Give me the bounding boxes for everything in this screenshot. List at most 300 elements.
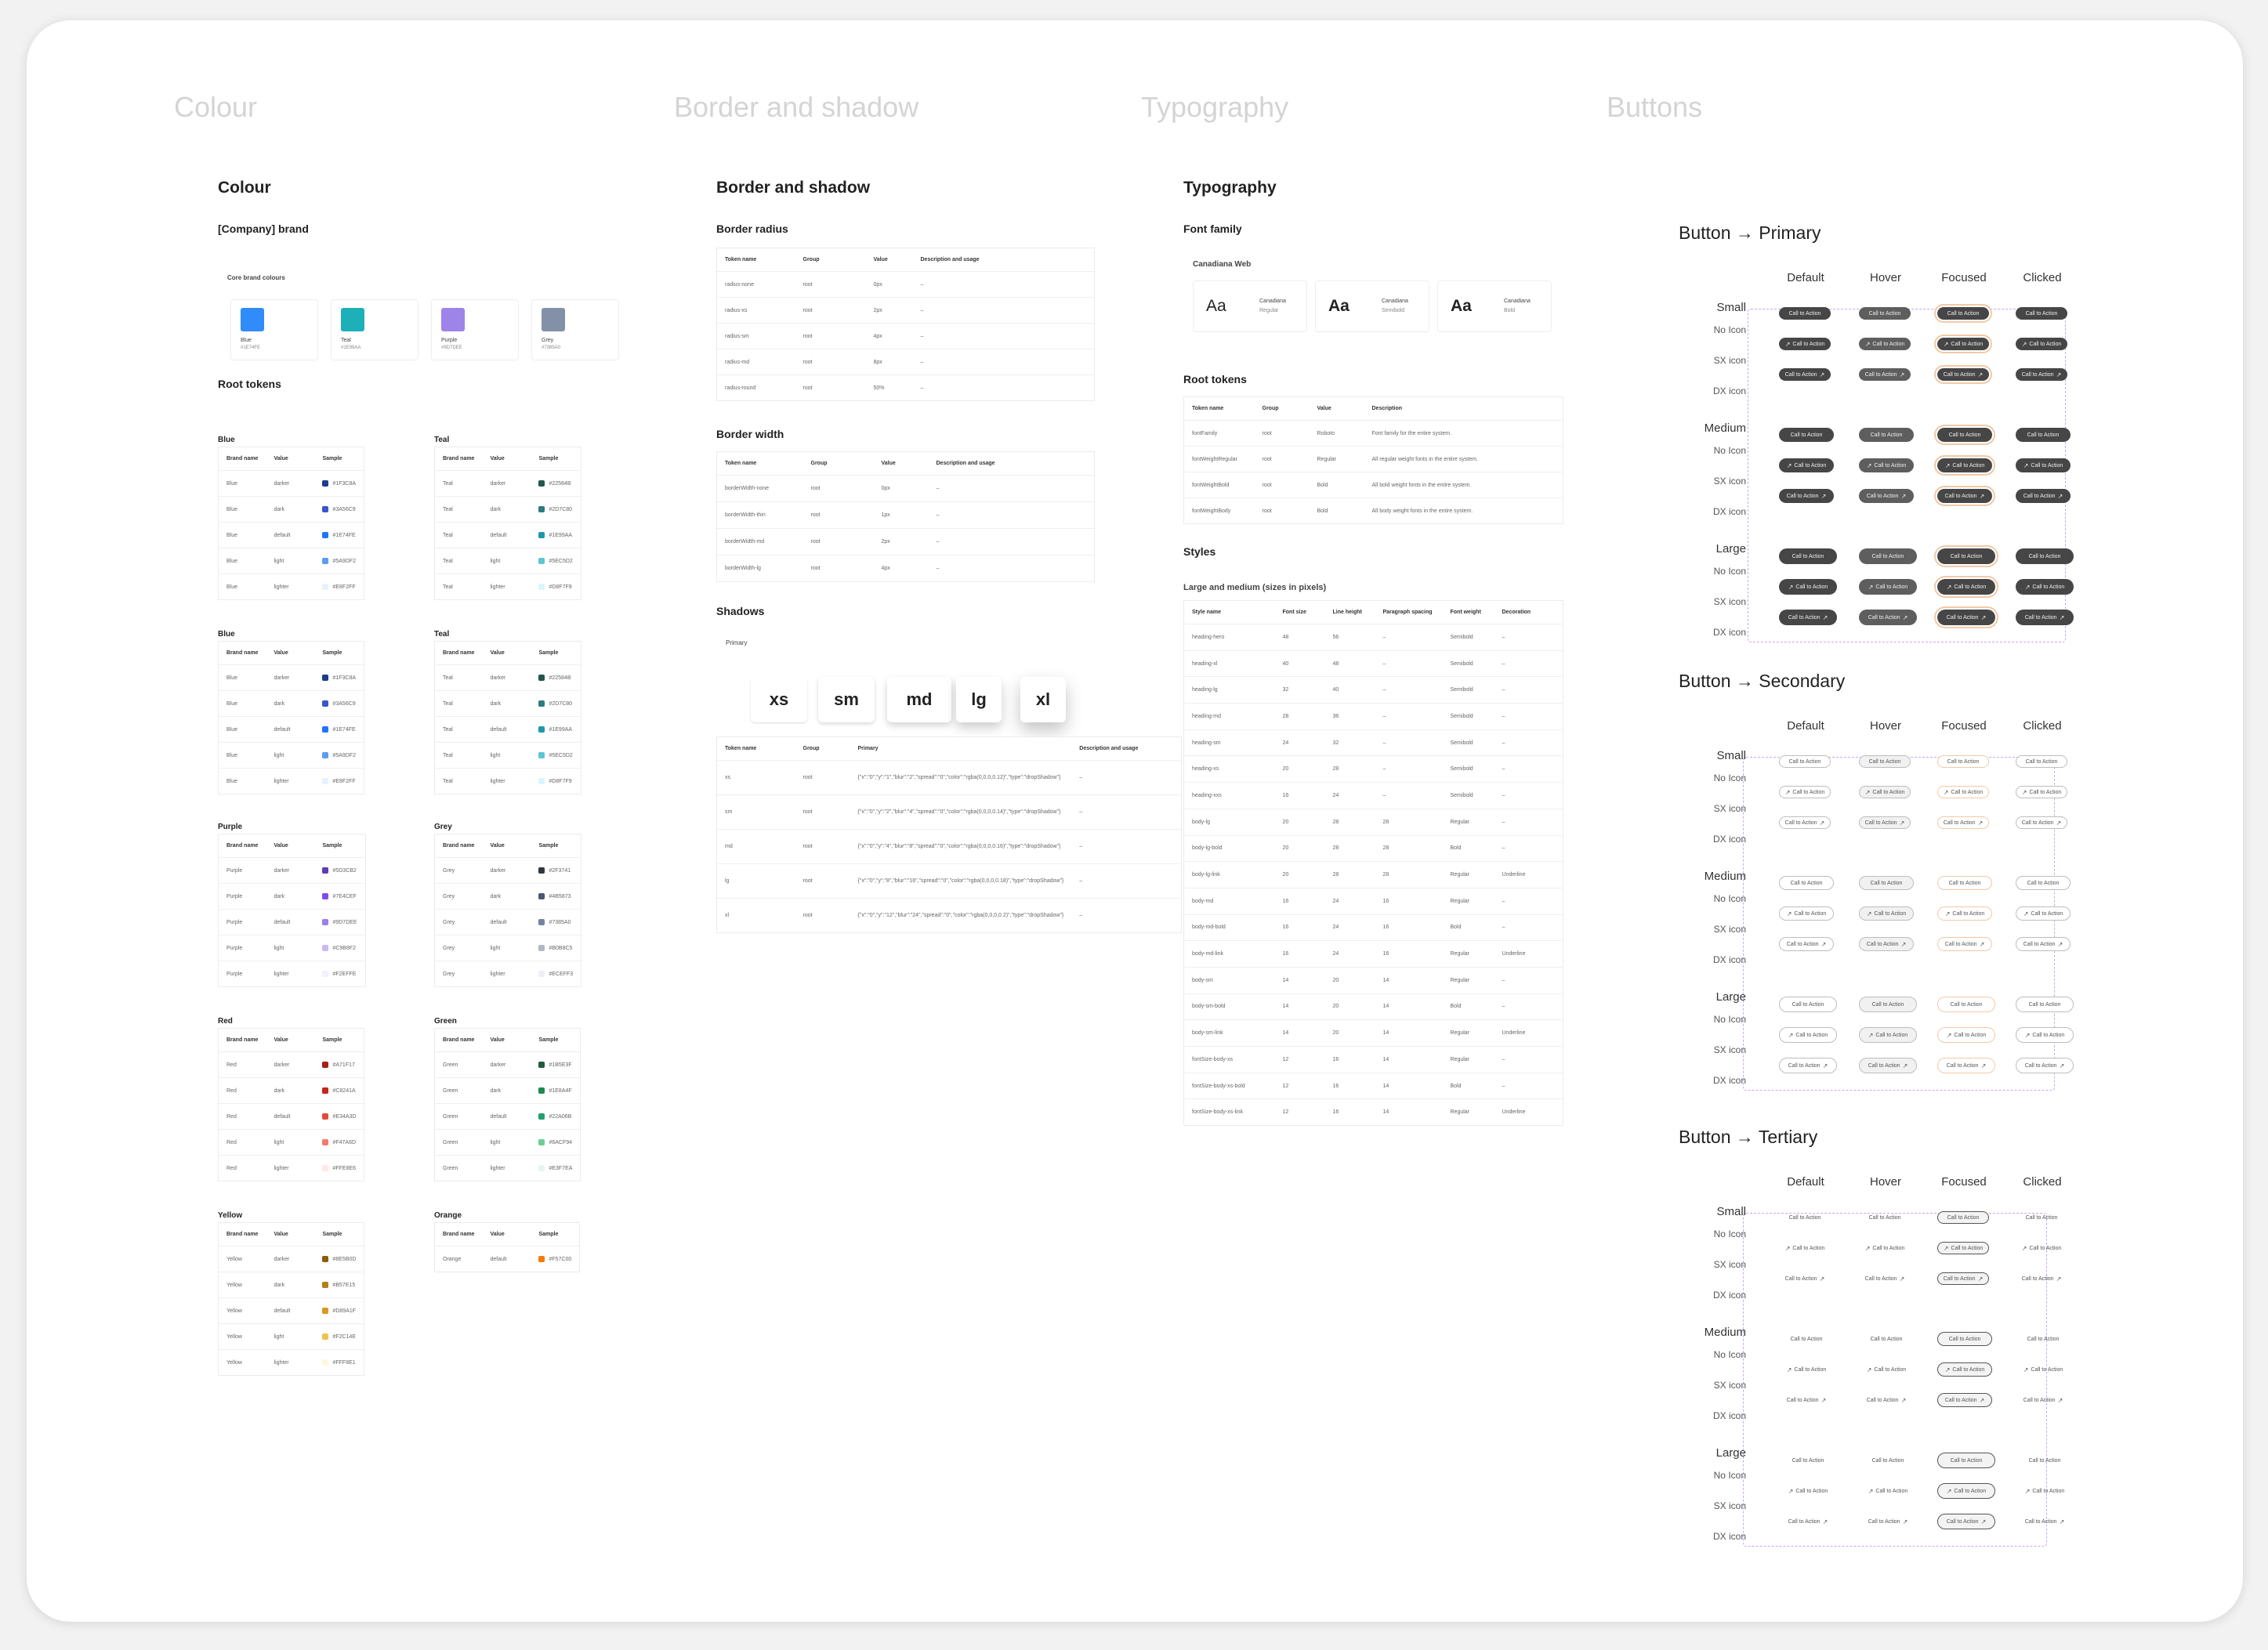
- state-column-header: Focused: [1941, 271, 1987, 284]
- button-label: Call to Action: [1866, 493, 1899, 499]
- call-to-action-button[interactable]: [1937, 1362, 1992, 1377]
- call-to-action-button[interactable]: [1859, 489, 1914, 503]
- call-to-action-button[interactable]: [1937, 937, 1992, 951]
- table-cell: Bold: [1443, 1073, 1494, 1099]
- table-cell: Teal: [435, 743, 483, 769]
- table-cell: Blue: [219, 548, 266, 574]
- button-label: Call to Action: [1788, 1214, 1821, 1221]
- table-cell: default: [266, 1298, 314, 1324]
- sample-cell: [314, 858, 365, 884]
- call-to-action-button[interactable]: [1859, 937, 1914, 951]
- call-to-action-button[interactable]: [1859, 816, 1911, 829]
- table-row: [435, 743, 581, 769]
- table-cell: All regular weight fonts in the entire system.: [1364, 447, 1563, 472]
- call-to-action-button[interactable]: [1779, 1483, 1837, 1499]
- table-cell: –: [929, 502, 1095, 529]
- call-to-action-button[interactable]: [1937, 428, 1992, 442]
- call-to-action-button[interactable]: [1779, 1362, 1834, 1377]
- table-cell: root: [795, 324, 866, 349]
- button-size-label: Small: [1716, 301, 1746, 314]
- table-cell: –: [1071, 899, 1181, 933]
- hex-value: #1B5E3F: [549, 1062, 572, 1068]
- sample-cell: [531, 1104, 580, 1130]
- call-to-action-button[interactable]: [1859, 755, 1911, 768]
- call-to-action-button[interactable]: [1779, 997, 1837, 1012]
- button-label: Call to Action: [1874, 910, 1907, 917]
- table-cell: –: [913, 324, 1095, 349]
- state-column-header: Focused: [1941, 719, 1987, 733]
- color-swatch: [538, 558, 545, 564]
- column-header: Value: [490, 456, 505, 461]
- call-to-action-button[interactable]: [1859, 786, 1911, 798]
- column-header: Description and usage: [1079, 746, 1139, 751]
- call-to-action-button[interactable]: [1779, 489, 1834, 503]
- button-label: Call to Action: [2029, 1245, 2062, 1251]
- color-swatch: [538, 778, 545, 784]
- table-row: [435, 1156, 581, 1181]
- call-to-action-button[interactable]: [1859, 1453, 1917, 1468]
- call-to-action-button[interactable]: [1779, 1242, 1831, 1254]
- table-cell: default: [266, 717, 314, 743]
- call-to-action-button[interactable]: [1937, 906, 1992, 921]
- call-to-action-button[interactable]: [1779, 786, 1831, 798]
- call-to-action-button[interactable]: [1859, 876, 1914, 890]
- call-to-action-button[interactable]: [1779, 368, 1831, 381]
- call-to-action-button[interactable]: [1779, 1393, 1834, 1407]
- call-to-action-button[interactable]: [1859, 579, 1917, 595]
- button-label: Call to Action: [1786, 493, 1819, 499]
- column-header: Sample: [538, 1232, 559, 1237]
- call-to-action-button[interactable]: [1859, 368, 1911, 381]
- sample-cell: [314, 665, 364, 691]
- call-to-action-button[interactable]: [1779, 338, 1831, 350]
- table-cell: Semibold: [1443, 624, 1494, 651]
- button-label: Call to Action: [1943, 371, 1976, 378]
- call-to-action-button[interactable]: [1859, 1483, 1917, 1499]
- table-cell: 12: [1275, 1047, 1325, 1073]
- font-face-weight: Bold: [1504, 308, 1516, 313]
- color-swatch: [538, 584, 545, 590]
- sample-cell: [531, 743, 581, 769]
- table-cell: Bold: [1443, 914, 1494, 941]
- button-label: Call to Action: [1870, 1336, 1903, 1342]
- button-size-label: Small: [1716, 1205, 1746, 1218]
- table-cell: Red: [219, 1130, 266, 1156]
- table-cell: Regular: [1443, 967, 1494, 993]
- call-to-action-button[interactable]: [1937, 1514, 1995, 1529]
- table-cell: body-md-link: [1184, 941, 1275, 968]
- arrow-icon: ↗: [1822, 613, 1828, 621]
- call-to-action-button[interactable]: [1937, 579, 1995, 595]
- table-row: [219, 497, 364, 523]
- hex-value: #D8F7F9: [549, 778, 572, 784]
- table-cell: default: [482, 717, 531, 743]
- shadow-table: [716, 736, 1182, 933]
- call-to-action-button[interactable]: [2016, 307, 2067, 320]
- column-header: Group: [802, 746, 820, 751]
- color-swatch: [322, 1062, 328, 1068]
- hex-value: #F2EFFE: [332, 971, 357, 977]
- sample-cell: [314, 1272, 364, 1298]
- table-cell: root: [795, 375, 866, 401]
- call-to-action-button[interactable]: [1779, 1453, 1837, 1468]
- column-header: Sample: [322, 843, 342, 849]
- table-row: [1184, 677, 1563, 704]
- table-cell: fontWeightBold: [1184, 472, 1255, 498]
- button-label: Call to Action: [1954, 1032, 1987, 1038]
- table-cell: 0px: [874, 476, 929, 502]
- table-cell: fontSize-body-xs: [1184, 1047, 1275, 1073]
- call-to-action-button[interactable]: [1937, 307, 1989, 320]
- button-label: Call to Action: [2031, 462, 2063, 469]
- table-row: [1184, 993, 1563, 1020]
- button-size-label: Large: [1715, 990, 1746, 1004]
- call-to-action-button[interactable]: [1937, 1242, 1989, 1254]
- button-label: Call to Action: [2021, 1275, 2054, 1282]
- call-to-action-button[interactable]: [1859, 548, 1917, 564]
- core-brand-title: Core brand colours: [227, 274, 285, 281]
- call-to-action-button[interactable]: [1937, 489, 1992, 503]
- hex-value: #E8F2FF: [332, 584, 356, 590]
- call-to-action-button[interactable]: [2016, 610, 2074, 625]
- button-label: Call to Action: [1872, 789, 1905, 795]
- column-header: Brand name: [443, 650, 475, 656]
- call-to-action-button[interactable]: [1779, 906, 1834, 921]
- table-cell: light: [266, 1324, 314, 1350]
- call-to-action-button[interactable]: [2016, 1211, 2067, 1224]
- call-to-action-button[interactable]: [1937, 1027, 1995, 1043]
- arrow-icon: ↗: [2024, 583, 2031, 591]
- table-row: [219, 1156, 364, 1181]
- table-cell: 48: [1275, 624, 1325, 651]
- call-to-action-button[interactable]: [2016, 816, 2067, 829]
- button-label: Call to Action: [1786, 1397, 1819, 1403]
- table-cell: –: [1494, 756, 1563, 783]
- call-to-action-button[interactable]: [1859, 1058, 1917, 1073]
- table-cell: dark: [482, 1078, 531, 1104]
- arrow-icon: ↗: [1866, 1366, 1872, 1373]
- call-to-action-button[interactable]: [1937, 997, 1995, 1012]
- call-to-action-button[interactable]: [2016, 458, 2071, 472]
- table-cell: Grey: [435, 961, 483, 987]
- column-header: Sample: [538, 1037, 559, 1043]
- call-to-action-button[interactable]: [1859, 428, 1914, 442]
- button-label: Call to Action: [1792, 1457, 1824, 1464]
- table-cell: 16: [1275, 888, 1325, 914]
- arrow-icon: ↗: [1864, 340, 1871, 348]
- table-cell: Yellow: [219, 1272, 266, 1298]
- call-to-action-button[interactable]: [1779, 458, 1834, 472]
- call-to-action-button[interactable]: [1937, 368, 1989, 381]
- call-to-action-button[interactable]: [2016, 876, 2071, 890]
- table-cell: Green: [435, 1156, 483, 1181]
- button-variant-label: No Icon: [1713, 1349, 1746, 1360]
- table-row: [435, 910, 581, 935]
- call-to-action-button[interactable]: [2016, 548, 2074, 564]
- button-label: Call to Action: [1946, 1518, 1979, 1525]
- table-row: [1184, 704, 1563, 730]
- button-label: Call to Action: [2029, 341, 2062, 347]
- call-to-action-button[interactable]: [2016, 1453, 2074, 1468]
- call-to-action-button[interactable]: [1937, 755, 1989, 768]
- sample-cell: [531, 1078, 580, 1104]
- sample-cell: [314, 935, 365, 961]
- color-swatch: [322, 1139, 328, 1145]
- table-row: [1184, 1099, 1563, 1126]
- arrow-icon: ↗: [1786, 461, 1792, 469]
- border-radius-title: Border radius: [716, 223, 788, 235]
- hex-value: #1E74FE: [332, 532, 356, 538]
- column-header: Value: [490, 843, 505, 849]
- call-to-action-button[interactable]: [1859, 1332, 1914, 1346]
- button-label: Call to Action: [1870, 432, 1903, 438]
- button-label: Call to Action: [1792, 1245, 1825, 1251]
- table-cell: Blue: [219, 769, 266, 794]
- call-to-action-button[interactable]: [2016, 1242, 2067, 1254]
- call-to-action-button[interactable]: [1937, 610, 1995, 625]
- call-to-action-button[interactable]: [1859, 1242, 1911, 1254]
- table-row: [1184, 967, 1563, 993]
- call-to-action-button[interactable]: [1779, 1027, 1837, 1043]
- column-header: Value: [1317, 406, 1331, 411]
- core-colour-hex: #7385A0: [542, 346, 561, 350]
- table-cell: 20: [1275, 756, 1325, 783]
- table-cell: body-lg: [1184, 809, 1275, 835]
- call-to-action-button[interactable]: [2016, 997, 2074, 1012]
- call-to-action-button[interactable]: [2016, 1332, 2071, 1346]
- table-cell: Green: [435, 1104, 483, 1130]
- table-row: [219, 1078, 364, 1104]
- color-swatch: [322, 971, 328, 977]
- table-cell: Grey: [435, 858, 483, 884]
- table-header-row: [219, 834, 366, 858]
- table-cell: –: [1375, 756, 1443, 783]
- arrow-icon: ↗: [1784, 340, 1791, 348]
- table-cell: Teal: [435, 497, 483, 523]
- call-to-action-button[interactable]: [2016, 786, 2067, 798]
- call-to-action-button[interactable]: [1779, 1332, 1834, 1346]
- sample-cell: [531, 471, 581, 497]
- call-to-action-button[interactable]: [1779, 1514, 1837, 1529]
- table-row: [1184, 835, 1563, 862]
- colour-group-title: Purple: [218, 823, 243, 831]
- call-to-action-button[interactable]: [1859, 1211, 1911, 1224]
- call-to-action-button[interactable]: [1779, 755, 1831, 768]
- call-to-action-button[interactable]: [2016, 428, 2071, 442]
- arrow-icon: ↗: [1821, 940, 1827, 948]
- arrow-icon: ↗: [1899, 819, 1905, 827]
- colour-token-table: [434, 1028, 581, 1181]
- call-to-action-button[interactable]: [1779, 428, 1834, 442]
- table-cell: Regular: [1443, 1020, 1494, 1047]
- call-to-action-button[interactable]: [1779, 1058, 1837, 1073]
- table-cell: Purple: [219, 961, 266, 987]
- table-header-row: [1184, 397, 1563, 421]
- call-to-action-button[interactable]: [1859, 1514, 1917, 1529]
- shadow-chip-md: md: [887, 677, 951, 722]
- table-cell: 24: [1275, 729, 1325, 756]
- button-label: Call to Action: [1794, 1366, 1827, 1373]
- call-to-action-button[interactable]: [1779, 307, 1831, 320]
- table-cell: Font family for the entire system.: [1364, 421, 1563, 447]
- button-label: Call to Action: [1784, 1275, 1817, 1282]
- button-label: Call to Action: [1792, 1001, 1824, 1008]
- call-to-action-button[interactable]: [2016, 368, 2067, 381]
- table-cell: –: [913, 272, 1095, 298]
- button-label: Call to Action: [2021, 820, 2054, 826]
- button-size-label: Small: [1716, 749, 1746, 762]
- call-to-action-button[interactable]: [2016, 579, 2074, 595]
- call-to-action-button[interactable]: [1937, 1393, 1992, 1407]
- call-to-action-button[interactable]: [1779, 548, 1837, 564]
- button-label: Call to Action: [1795, 1488, 1828, 1494]
- call-to-action-button[interactable]: [1779, 816, 1831, 829]
- call-to-action-button[interactable]: [1859, 307, 1911, 320]
- call-to-action-button[interactable]: [2016, 1514, 2074, 1529]
- table-cell: Teal: [435, 574, 483, 600]
- call-to-action-button[interactable]: [1937, 816, 1989, 829]
- call-to-action-button[interactable]: [1859, 1362, 1914, 1377]
- button-label: Call to Action: [1864, 820, 1897, 826]
- arrow-icon: ↗: [1788, 1487, 1794, 1495]
- arrow-icon: ↗: [2059, 1518, 2065, 1525]
- arrow-icon: ↗: [1943, 788, 1949, 796]
- call-to-action-button[interactable]: [1859, 1393, 1914, 1407]
- design-system-canvas: [27, 20, 2243, 1622]
- call-to-action-button[interactable]: [2016, 489, 2071, 503]
- call-to-action-button[interactable]: [1937, 876, 1992, 890]
- table-cell: 16: [1275, 783, 1325, 809]
- button-label: Call to Action: [1875, 1032, 1908, 1038]
- call-to-action-button[interactable]: [1937, 1483, 1995, 1499]
- call-to-action-button[interactable]: [1779, 610, 1837, 625]
- table-cell: 4px: [874, 555, 929, 582]
- button-label: Call to Action: [1868, 310, 1901, 317]
- column-header: Paragraph spacing: [1382, 610, 1433, 615]
- call-to-action-button[interactable]: [1859, 1272, 1911, 1285]
- table-cell: lighter: [266, 1350, 314, 1376]
- call-to-action-button[interactable]: [2016, 906, 2071, 921]
- call-to-action-button[interactable]: [1779, 876, 1834, 890]
- call-to-action-button[interactable]: [1859, 997, 1917, 1012]
- button-label: Call to Action: [2023, 1397, 2056, 1403]
- state-column-header: Hover: [1869, 719, 1901, 733]
- call-to-action-button[interactable]: [1937, 1272, 1989, 1285]
- call-to-action-button[interactable]: [1859, 458, 1914, 472]
- table-cell: Blue: [219, 691, 266, 717]
- call-to-action-button[interactable]: [2016, 1027, 2074, 1043]
- arrow-icon: ↗: [1821, 1396, 1827, 1404]
- table-cell: 40: [1325, 677, 1375, 704]
- call-to-action-button[interactable]: [1937, 1453, 1995, 1468]
- table-cell: –: [1375, 729, 1443, 756]
- hex-value: #6ACF94: [549, 1139, 573, 1145]
- call-to-action-button[interactable]: [1937, 1211, 1989, 1224]
- call-to-action-button[interactable]: [1937, 458, 1992, 472]
- color-swatch: [538, 506, 545, 512]
- call-to-action-button[interactable]: [1779, 937, 1834, 951]
- table-cell: 16: [1375, 941, 1443, 968]
- font-face-name: Canadiana: [1259, 299, 1286, 304]
- call-to-action-button[interactable]: [1937, 786, 1989, 798]
- shadow-chip-lg: lg: [956, 677, 1002, 722]
- colour-token-table: [218, 834, 366, 987]
- column-header: Description and usage: [920, 257, 980, 262]
- button-variant-label: DX icon: [1712, 1410, 1746, 1421]
- column-header: Brand name: [226, 650, 259, 656]
- call-to-action-button[interactable]: [1937, 1058, 1995, 1073]
- hex-value: #7E4CEF: [332, 893, 357, 899]
- table-row: [219, 743, 364, 769]
- colour-group-table-wrap: [218, 447, 364, 600]
- color-swatch: [322, 532, 328, 538]
- call-to-action-button[interactable]: [1779, 1272, 1831, 1285]
- table-row: [435, 858, 581, 884]
- call-to-action-button[interactable]: [2016, 1272, 2067, 1285]
- table-cell: Blue: [219, 471, 266, 497]
- colour-title: Colour: [218, 179, 271, 197]
- table-cell: sm: [717, 795, 795, 830]
- colour-group-title: Blue: [218, 630, 235, 639]
- table-cell: 20: [1325, 1020, 1375, 1047]
- table-cell: fontSize-body-xs-bold: [1184, 1073, 1275, 1099]
- button-label: Call to Action: [2031, 910, 2063, 917]
- arrow-icon: ↗: [1900, 492, 1907, 500]
- table-cell: Underline: [1494, 862, 1563, 888]
- column-header: Sample: [538, 456, 559, 461]
- table-cell: Bold: [1310, 498, 1364, 524]
- call-to-action-button[interactable]: [1937, 338, 1989, 350]
- call-to-action-button[interactable]: [2016, 1058, 2074, 1073]
- typography-root-table: [1183, 396, 1563, 524]
- table-cell: body-lg-bold: [1184, 835, 1275, 862]
- shadow-chip-xs: xs: [751, 677, 807, 722]
- call-to-action-button[interactable]: [1859, 906, 1914, 921]
- table-cell: Regular: [1443, 809, 1494, 835]
- call-to-action-button[interactable]: [1859, 338, 1911, 350]
- arrow-icon: ↗: [2056, 1275, 2062, 1283]
- call-to-action-button[interactable]: [1859, 610, 1917, 625]
- table-cell: dark: [266, 497, 314, 523]
- button-variant-label: DX icon: [1712, 385, 1746, 396]
- button-variant-label: DX icon: [1712, 1075, 1746, 1086]
- call-to-action-button[interactable]: [1779, 579, 1837, 595]
- call-to-action-button[interactable]: [1779, 1211, 1831, 1224]
- button-label: Call to Action: [1951, 1245, 1984, 1251]
- call-to-action-button[interactable]: [2016, 937, 2071, 951]
- arrow-icon: ↗: [1980, 1518, 1987, 1525]
- call-to-action-button[interactable]: [2016, 1483, 2074, 1499]
- call-to-action-button[interactable]: [1859, 1027, 1917, 1043]
- call-to-action-button[interactable]: [2016, 1393, 2071, 1407]
- arrow-icon: ↗: [1943, 340, 1949, 348]
- sample-cell: [531, 1156, 580, 1181]
- hex-value: #2D7C80: [549, 506, 573, 512]
- call-to-action-button[interactable]: [1937, 548, 1995, 564]
- state-column-header: Default: [1787, 271, 1824, 284]
- state-column-header: Default: [1787, 719, 1824, 733]
- table-cell: Regular: [1443, 1047, 1494, 1073]
- button-variant-label: SX icon: [1713, 924, 1746, 935]
- arrow-icon: ↗: [2059, 1062, 2065, 1069]
- colour-group-title: Yellow: [218, 1211, 243, 1220]
- call-to-action-button[interactable]: [1937, 1332, 1992, 1346]
- table-cell: Teal: [435, 769, 483, 794]
- call-to-action-button[interactable]: [2016, 338, 2067, 350]
- call-to-action-button[interactable]: [2016, 1362, 2071, 1377]
- call-to-action-button[interactable]: [2016, 755, 2067, 768]
- table-cell: –: [913, 349, 1095, 375]
